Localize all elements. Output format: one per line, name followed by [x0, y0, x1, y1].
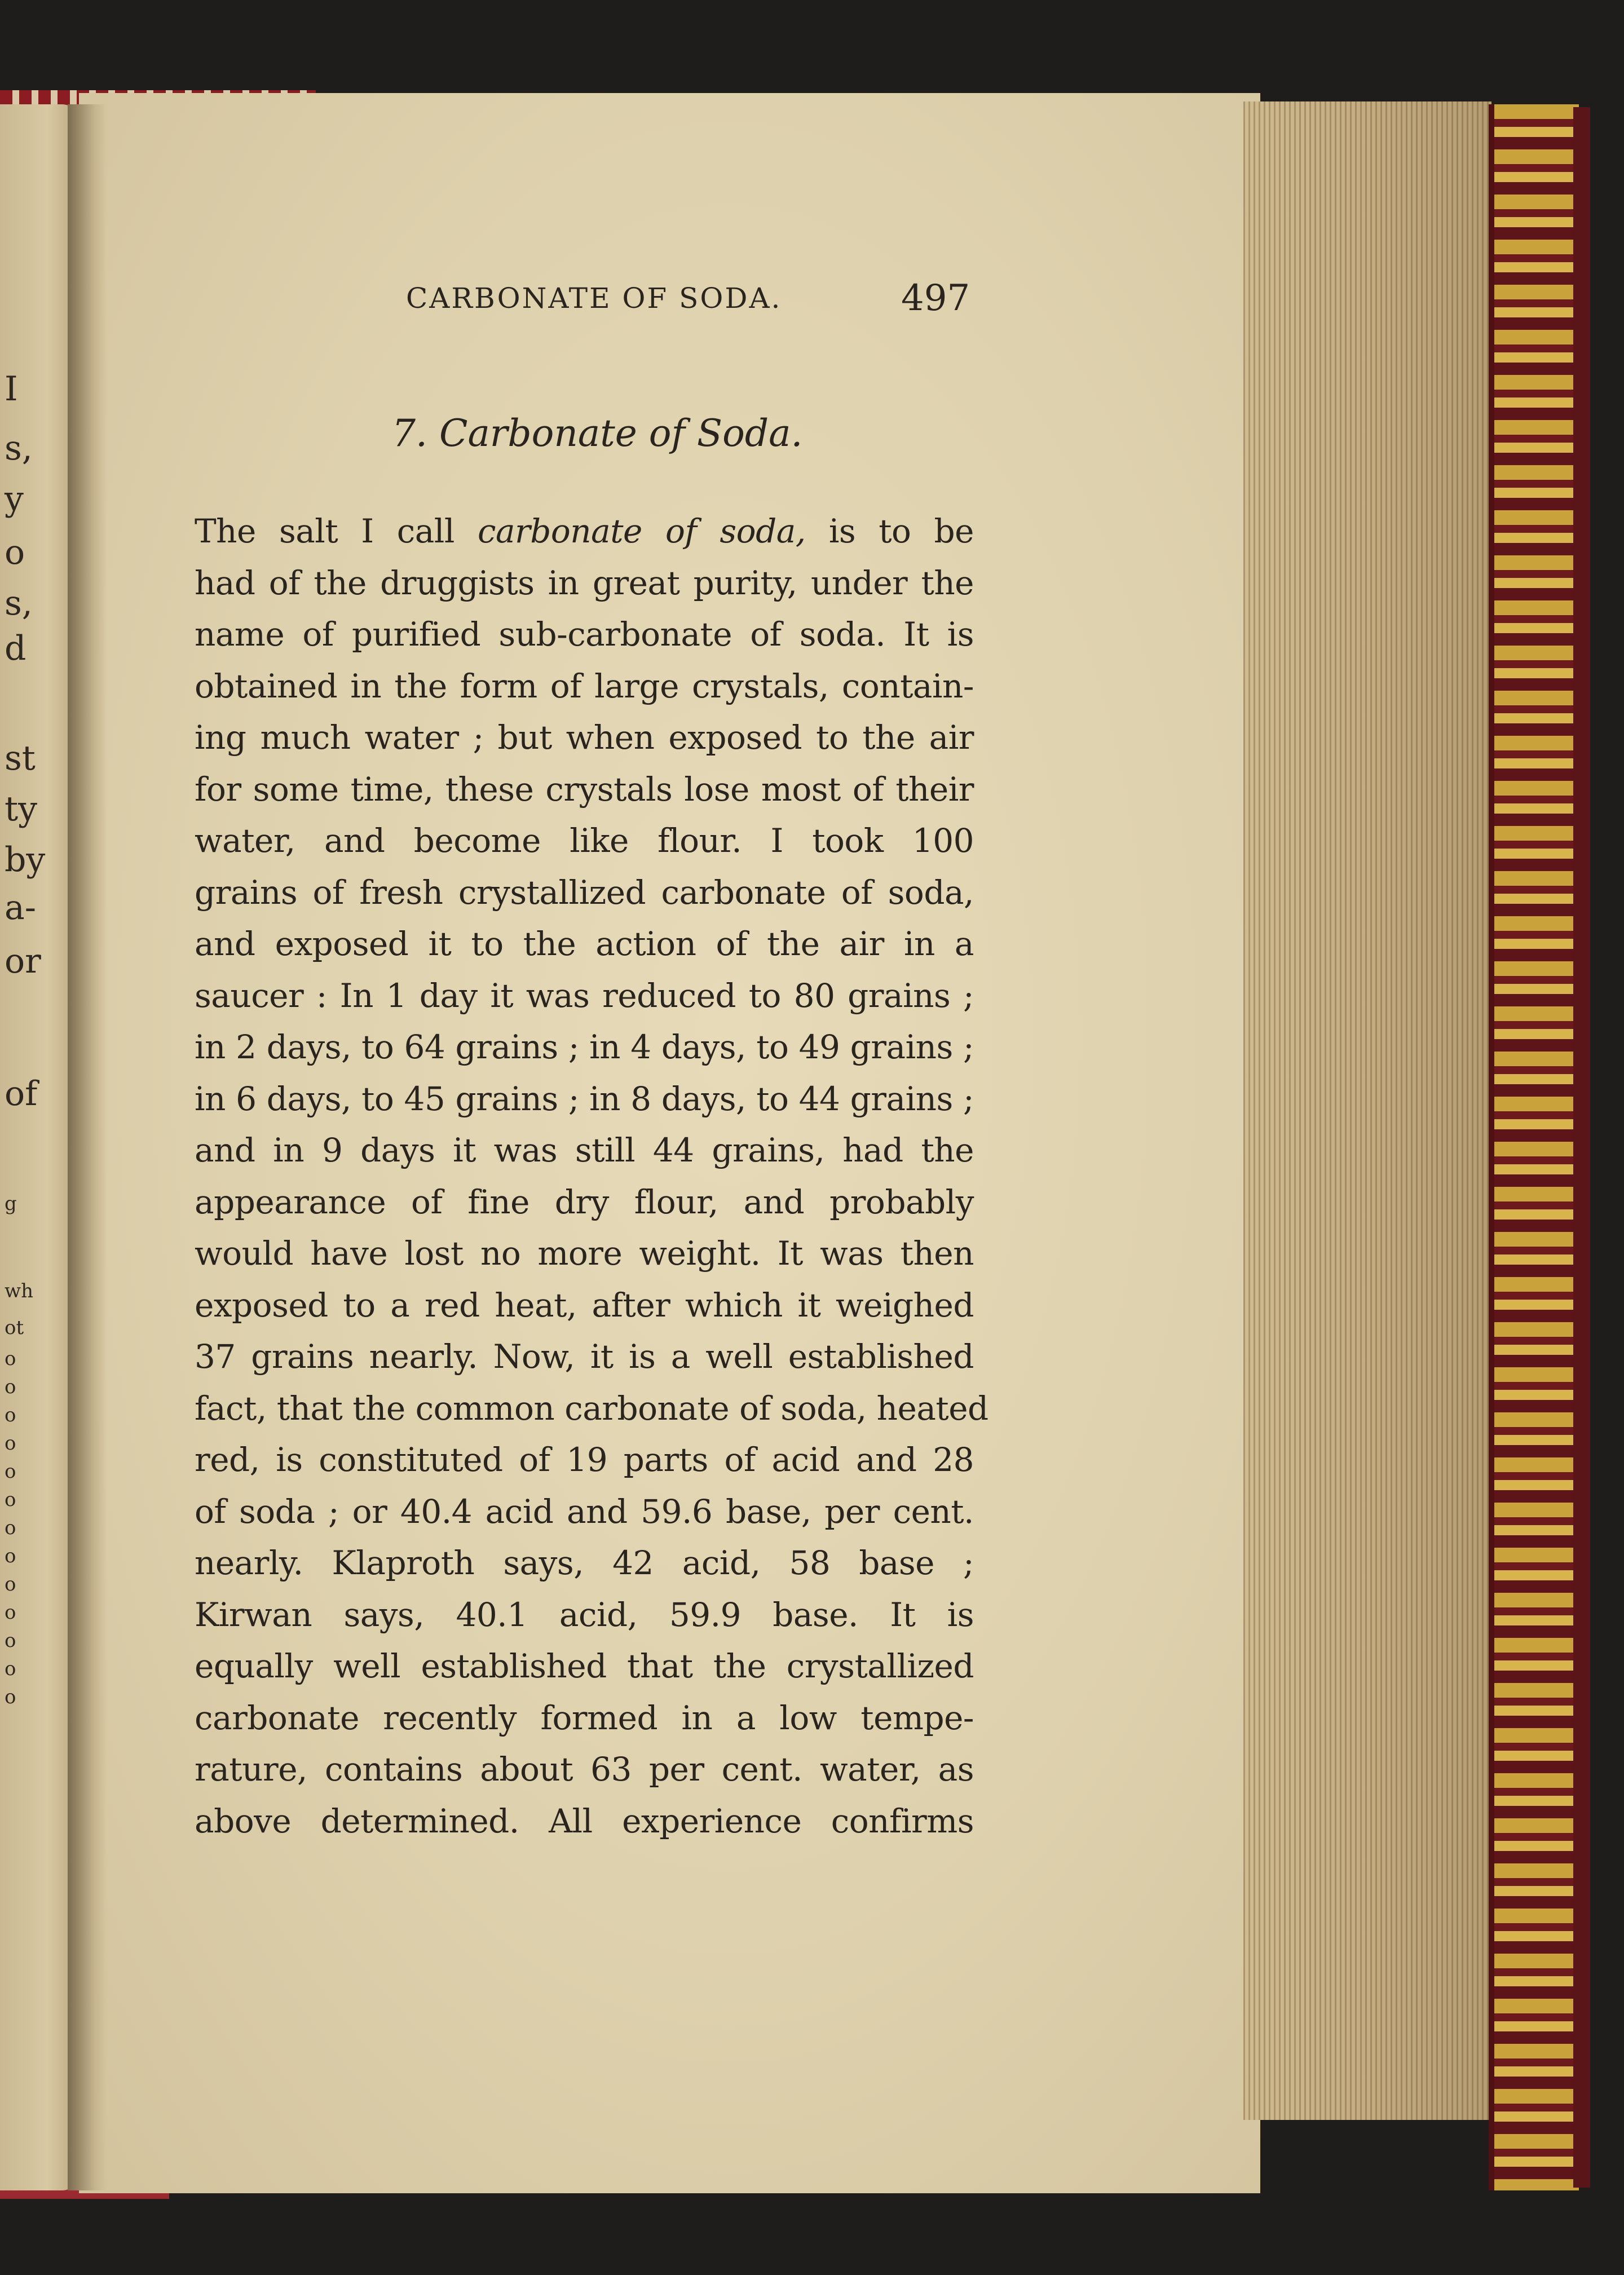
text-line: had of the druggists in great purity, under the: [195, 563, 974, 602]
text-line: water, and become like flour. I took 100: [195, 821, 974, 860]
left-page-fragment: o: [5, 1488, 16, 1511]
text-line: would have lost no more weight. It was then: [195, 1234, 974, 1273]
left-page-fragment: o: [5, 1629, 16, 1652]
left-page-fragment: a-: [5, 888, 37, 927]
left-page-fragment: s,: [5, 429, 33, 468]
text-line: The salt I call carbonate of soda, is to be: [195, 512, 974, 550]
text-line: for some time, these crystals lose most of their: [195, 770, 974, 809]
left-page-fragment: y: [5, 479, 24, 519]
left-page-fragment: o: [5, 1517, 16, 1539]
left-page-text-fragments: [0, 104, 73, 2190]
text-line: in 2 days, to 64 grains ; in 4 days, to 49 grains ;: [195, 1028, 974, 1066]
spine-rim: [1573, 107, 1590, 2188]
text-line: saucer : In 1 day it was reduced to 80 grains ;: [195, 976, 974, 1015]
left-page-fragment: s,: [5, 584, 33, 623]
text-line: red, is constituted of 19 parts of acid and 28: [195, 1441, 974, 1479]
text-line: Kirwan says, 40.1 acid, 59.9 base. It is: [195, 1595, 974, 1634]
left-page-fragment: o: [5, 1404, 16, 1426]
text-line: name of purified sub-carbonate of soda. It is: [195, 615, 974, 653]
text-line: nearly. Klaproth says, 42 acid, 58 base ;: [195, 1544, 974, 1582]
running-head: CARBONATE OF SODA.: [406, 282, 782, 315]
left-page-fragment: ty: [5, 789, 38, 829]
text-line: equally well established that the crystallized: [195, 1647, 974, 1685]
left-page-fragment: ot: [5, 1317, 24, 1339]
left-page-fragment: g: [5, 1192, 17, 1215]
text-line: and in 9 days it was still 44 grains, had the: [195, 1131, 974, 1169]
left-page-fragment: o: [5, 1573, 16, 1596]
left-page-fragment: st: [5, 739, 36, 778]
text-line: appearance of fine dry flour, and probably: [195, 1182, 974, 1221]
text-line: grains of fresh crystallized carbonate of soda,: [195, 873, 974, 912]
text-line: 37 grains nearly. Now, it is a well established: [195, 1337, 974, 1376]
left-page-fragment: o: [5, 1432, 16, 1455]
gutter-shadow: [68, 104, 107, 2190]
gilt-spine: [1489, 104, 1579, 2190]
text-line: rature, contains about 63 per cent. water, as: [195, 1750, 974, 1788]
left-page-fragment: of: [5, 1074, 38, 1114]
left-page-fragment: o: [5, 1545, 16, 1567]
left-page-fragment: o: [5, 1376, 16, 1398]
text-line: carbonate recently formed in a low tempe-: [195, 1698, 974, 1737]
left-page-fragment: I: [5, 369, 18, 409]
text-line: obtained in the form of large crystals, contain-: [195, 666, 974, 705]
text-line: in 6 days, to 45 grains ; in 8 days, to 44 grains ;: [195, 1079, 974, 1118]
text-line: fact, that the common carbonate of soda, heated: [195, 1389, 988, 1428]
left-page-fragment: or: [5, 942, 41, 981]
left-page-fragment: o: [5, 1686, 16, 1708]
left-page-fragment: o: [5, 533, 25, 572]
left-page-fragment: wh: [5, 1280, 33, 1302]
left-page-fragment: d: [5, 629, 27, 668]
text-line: ing much water ; but when exposed to the air: [195, 718, 974, 757]
text-line: and exposed it to the action of the air in a: [195, 925, 974, 963]
left-page-fragment: by: [5, 840, 46, 880]
left-page-fragment: o: [5, 1348, 16, 1370]
page-number: 497: [901, 277, 970, 319]
fore-edge: [1243, 101, 1491, 2120]
left-page-fragment: o: [5, 1601, 16, 1624]
text-line: of soda ; or 40.4 acid and 59.6 base, per cent.: [195, 1492, 974, 1531]
text-line: above determined. All experience confirms: [195, 1801, 974, 1840]
section-heading: 7. Carbonate of Soda.: [392, 412, 803, 455]
left-page-fragment: o: [5, 1460, 16, 1483]
text-line: exposed to a red heat, after which it weighed: [195, 1286, 974, 1324]
left-page: [0, 104, 79, 2190]
left-page-fragment: o: [5, 1658, 16, 1680]
